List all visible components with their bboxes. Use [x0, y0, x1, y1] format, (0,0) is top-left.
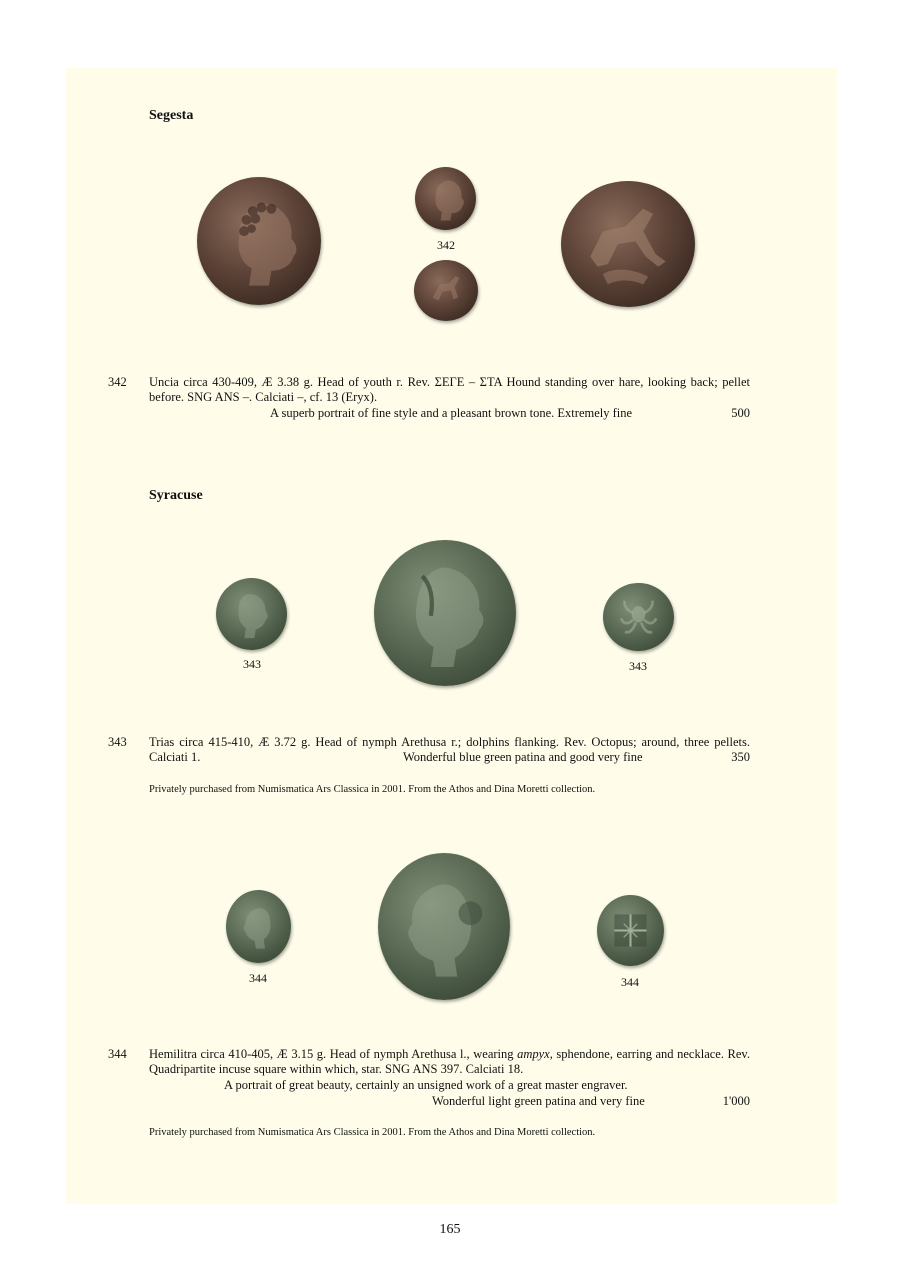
lot-description-342: Uncia circa 430-409, Æ 3.38 g. Head of youth r. Rev. ΣΕΓΕ – ΣΤΑ Hound standing over hare, looking back; pellet before. SNG ANS –. Calciati –, cf. 13 (Eryx).: [149, 375, 750, 404]
lot-price-342: 500: [731, 406, 750, 420]
lot-price-344: 1'000: [722, 1094, 750, 1108]
lot-number-343: 343: [108, 735, 127, 749]
coin-342-reverse-large: [561, 181, 695, 307]
hound-coin-icon: [561, 181, 695, 307]
lot-description-344-italic: ampyx: [517, 1047, 550, 1061]
lot-description-344-part2: , sphendone, earring and necklace. Rev. Quadripartite incuse square within which, star. SNG ANS 397. Calciati 18.: [149, 1047, 750, 1076]
section-title-segesta: Segesta: [149, 108, 194, 123]
coin-343-obverse-large: [374, 540, 516, 686]
coin-344-obverse-small: [226, 890, 291, 963]
lot-number-342: 342: [108, 375, 127, 389]
youth-head-icon: [415, 167, 476, 230]
arethusa-head-icon: [216, 578, 287, 650]
coin-343-reverse: [603, 583, 674, 651]
coin-344-obverse-large: [378, 853, 510, 1000]
coin-caption-343-left: 343: [243, 657, 261, 671]
arethusa-left-head-coin-icon: [378, 853, 510, 1000]
lot-provenance-344: Privately purchased from Numismatica Ars Classica in 2001. From the Athos and Dina Moretti collection.: [149, 1127, 596, 1138]
coin-caption-344-right: 344: [621, 975, 639, 989]
coin-342-reverse-small: [414, 260, 478, 321]
hound-icon: [414, 260, 478, 321]
incuse-square-coin-icon: [597, 895, 664, 966]
coin-343-obverse-small: [216, 578, 287, 650]
lot-note-342: A superb portrait of fine style and a pleasant brown tone. Extremely fine: [270, 406, 633, 420]
lot-description-343: Trias circa 415-410, Æ 3.72 g. Head of nymph Arethusa r.; dolphins flanking. Rev. Octopus; around, three pellets. Calciati 1.: [149, 735, 750, 764]
coin-344-reverse: [597, 895, 664, 966]
lot-description-344: [149, 1047, 750, 1077]
section-title-syracuse: Syracuse: [149, 488, 203, 503]
lot-price-343: 350: [731, 750, 750, 764]
lot-note1-344: A portrait of great beauty, certainly an unsigned work of a great master engraver.: [224, 1078, 628, 1092]
octopus-coin-icon: [603, 583, 674, 651]
lot-note2-344: Wonderful light green patina and very fine: [432, 1094, 645, 1108]
lot-number-344: [108, 1047, 127, 1062]
page-number: 165: [439, 1222, 461, 1237]
coin-caption-344-left: 344: [249, 971, 267, 985]
youth-head-coin-icon: [197, 177, 321, 305]
lot-note-343: Wonderful blue green patina and good very fine: [403, 750, 643, 764]
arethusa-left-head-icon: [226, 890, 291, 963]
lot-provenance-343: Privately purchased from Numismatica Ars Classica in 2001. From the Athos and Dina Moretti collection.: [149, 784, 596, 795]
coin-342-obverse-small: [415, 167, 476, 230]
arethusa-head-coin-icon: [374, 540, 516, 686]
coin-caption-343-right: 343: [629, 659, 647, 673]
coin-342-obverse-large: [197, 177, 321, 305]
lot-number-344-text: 344: [108, 1047, 127, 1061]
coin-caption-342: 342: [437, 238, 455, 252]
lot-description-344-part1: Hemilitra circa 410-405, Æ 3.15 g. Head of nymph Arethusa l., wearing: [149, 1047, 518, 1061]
